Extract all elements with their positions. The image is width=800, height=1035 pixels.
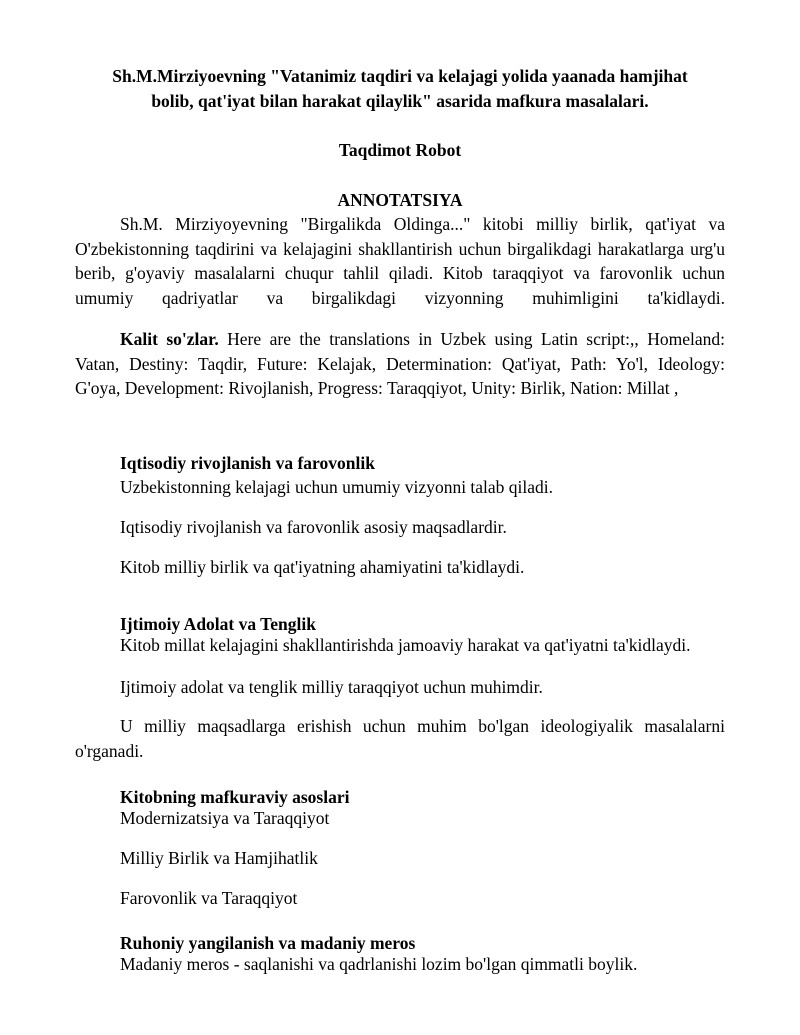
title-line-1: Sh.M.Mirziyoevning "Vatanimiz taqdiri va kelajagi yolida yaanada hamjihat	[112, 66, 688, 86]
document-title	[0, 64, 800, 114]
section-heading-spiritual-renewal: Ruhoniy yangilanish va madaniy meros	[120, 933, 416, 953]
section-line: Kitob milliy birlik va qat'iyatning ahamiyatini ta'kidlaydi.	[120, 557, 525, 577]
section-heading-social-justice: Ijtimoiy Adolat va Tenglik	[120, 614, 316, 634]
section-paragraph: U milliy maqsadlarga erishish uchun muhim bo'lgan ideologiyalik masalalarni o'rganadi.	[75, 716, 725, 761]
section-line: Modernizatsiya va Taraqqiyot	[120, 808, 330, 828]
title-line-2: bolib, qat'iyat bilan harakat qilaylik" asarida mafkura masalalari.	[151, 91, 649, 111]
section-line: Milliy Birlik va Hamjihatlik	[120, 848, 318, 868]
keywords-text: Here are the translations in Uzbek using Latin script:,, Homeland: Vatan, Destiny: Taqdir, Future: Kelajak, Determination: Qat'iyat, Path: Yo'l, Ideology: G'oya, Development: Rivojlanish, Progress: Taraqqiyot, Unity: Birlik, Nation: Millat ,	[75, 329, 725, 398]
section-line: Madaniy meros - saqlanishi va qadrlanishi lozim bo'lgan qimmatli boylik.	[120, 954, 638, 974]
keywords-paragraph	[75, 327, 725, 401]
section-line: Kitob millat kelajagini shakllantirishda jamoaviy harakat va qat'iyatni ta'kidlaydi.	[120, 635, 691, 655]
document-subtitle: Taqdimot Robot	[338, 140, 462, 160]
section-line: Ijtimoiy adolat va tenglik milliy taraqqiyot uchun muhimdir.	[120, 677, 543, 697]
section-heading-economic: Iqtisodiy rivojlanish va farovonlik	[120, 453, 375, 473]
section-line: Uzbekistonning kelajagi uchun umumiy vizyonni talab qiladi.	[120, 477, 554, 497]
annotation-paragraph: Sh.M. Mirziyoyevning "Birgalikda Oldinga..." kitobi milliy birlik, qat'iyat va O'zbekistonning taqdirini va kelajagini shakllantirish uchun birgalikdagi harakatlarga urg'u berib, g'oyaviy masalalarni chuqur tahlil qiladi. Kitob taraqqiyot va farovonlik uchun umumiy qadriyatlar va birgalikdagi vizyonning muhimligini ta'kidlaydi.	[75, 214, 725, 308]
annotation-heading: ANNOTATSIYA	[337, 190, 463, 210]
keywords-label: Kalit so'zlar.	[120, 329, 219, 349]
section-line: Iqtisodiy rivojlanish va farovonlik asosiy maqsadlardir.	[120, 517, 507, 537]
section-heading-ideological-foundations: Kitobning mafkuraviy asoslari	[120, 787, 350, 807]
section-line: Farovonlik va Taraqqiyot	[120, 888, 298, 908]
